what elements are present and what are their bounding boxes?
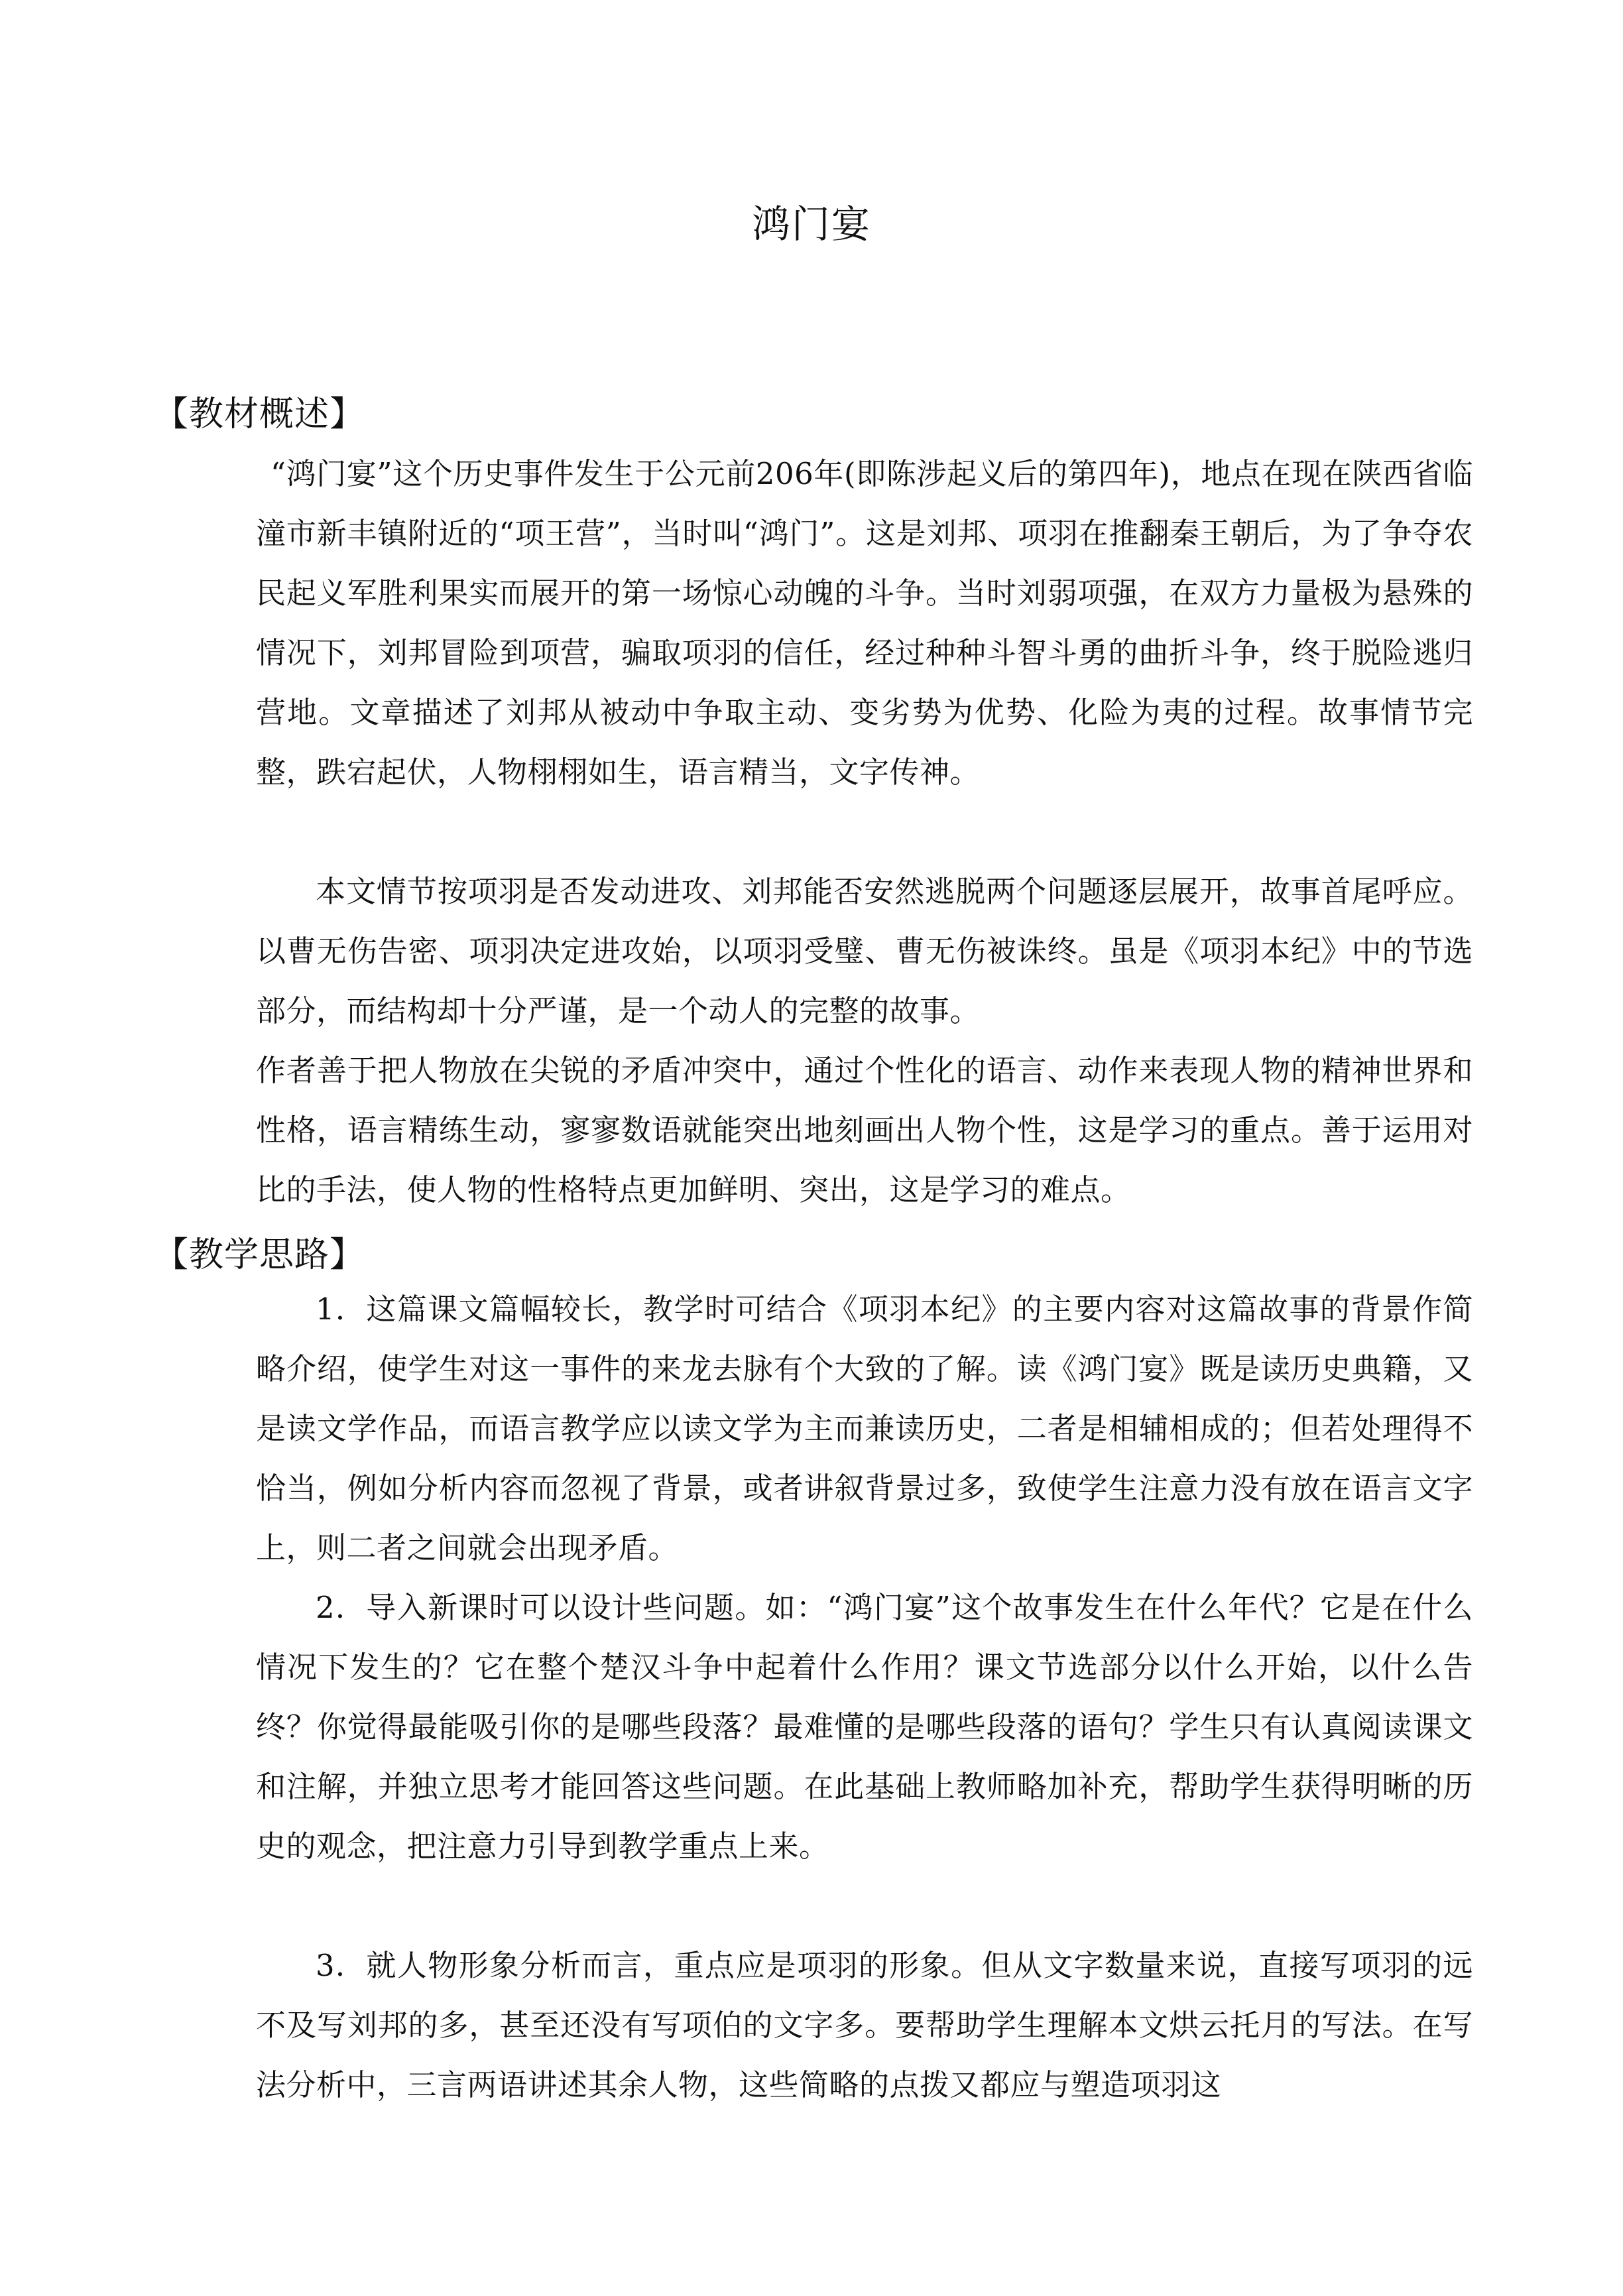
paragraph-overview-1: “鸿门宴”这个历史事件发生于公元前206年(即陈涉起义后的第四年)，地点在现在陕西省临潼市新丰镇附近的“项王营”，当时叫“鸿门”。这是刘邦、项羽在推翻秦王朝后，为了争夺农民起义军胜利果实而展开的第一场惊心动魄的斗争。当时刘弱项强，在双方力量极为悬殊的情况下，刘邦冒险到项营，骗取项羽的信任，经过种种斗智斗勇的曲折斗争，终于脱险逃归营地。文章描述了刘邦从被动中争取主动、变劣势为优势、化险为夷的过程。故事情节完整，跌宕起伏，人物栩栩如生，语言精当，文字传神。 (256, 456, 1473, 790)
paragraph-overview-2: 本文情节按项羽是否发动进攻、刘邦能否安然逃脱两个问题逐层展开，故事首尾呼应。以曹无伤告密、项羽决定进攻始，以项羽受璧、曹无伤被诛终。虽是《项羽本纪》中的节选部分，而结构却十分严谨，是一个动人的完整的故事。 (256, 874, 1473, 1028)
paragraph-teaching-3: 3．就人物形象分析而言，重点应是项羽的形象。但从文字数量来说，直接写项羽的远不及写刘邦的多，甚至还没有写项伯的文字多。要帮助学生理解本文烘云托月的写法。在写法分析中，三言两语讲述其余人物，这些简略的点拨又都应与塑造项羽这 (256, 1948, 1473, 2102)
paragraph-teaching-2: 2．导入新课时可以设计些问题。如：“鸿门宴”这个故事发生在什么年代？它是在什么情况下发生的？它在整个楚汉斗争中起着什么作用？课文节选部分以什么开始，以什么告终？你觉得最能吸引你的是哪些段落？最难懂的是哪些段落的语句？学生只有认真阅读课文和注解，并独立思考才能回答这些问题。在此基础上教师略加补充，帮助学生获得明晰的历史的观念，把注意力引导到教学重点上来。 (256, 1590, 1473, 1864)
section-heading-overview: 【教材概述】 (154, 394, 365, 434)
section-heading-teaching-approach: 【教学思路】 (154, 1235, 365, 1275)
document-title: 鸿门宴 (751, 202, 871, 247)
paragraph-teaching-1: 1．这篇课文篇幅较长，教学时可结合《项羽本纪》的主要内容对这篇故事的背景作简略介绍，使学生对这一事件的来龙去脉有个大致的了解。读《鸿门宴》既是读历史典籍，又是读文学作品，而语言教学应以读文学为主而兼读历史，二者是相辅相成的；但若处理得不恰当，例如分析内容而忽视了背景，或者讲叙背景过多，致使学生注意力没有放在语言文字上，则二者之间就会出现矛盾。 (256, 1292, 1473, 1565)
paragraph-overview-3: 作者善于把人物放在尖锐的矛盾冲突中，通过个性化的语言、动作来表现人物的精神世界和性格，语言精练生动，寥寥数语就能突出地刻画出人物个性，这是学习的重点。善于运用对比的手法，使人物的性格特点更加鲜明、突出，这是学习的难点。 (256, 1053, 1473, 1207)
